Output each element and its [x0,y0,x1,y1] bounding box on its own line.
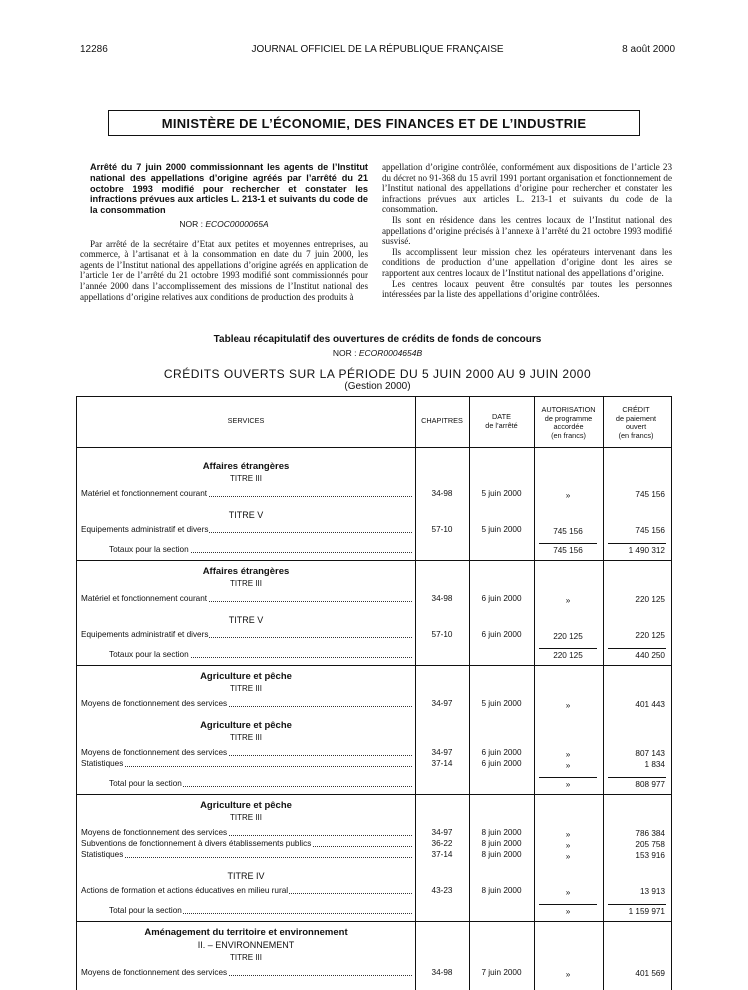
autorisation-cell: » [565,830,571,839]
service-label: Matériel et fonctionnement courant [81,594,208,603]
titre-label: TITRE III [230,813,262,822]
col-divider [534,397,535,990]
date-cell: 5 juin 2000 [481,525,522,534]
service-label: Moyens de fonctionnement des services [81,968,228,977]
credit-cell: 13 913 [639,887,665,896]
section-name: Affaires étrangères [202,461,290,472]
total-credit-cell: 808 977 [635,780,665,789]
leader-dots [81,766,412,767]
date-cell: 5 juin 2000 [481,489,522,498]
credit-cell: 205 758 [635,840,665,849]
total-label: Total pour la section [109,906,182,915]
chapitre-cell: 34-97 [431,828,453,837]
date-cell: 6 juin 2000 [481,748,522,757]
titre-label: TITRE III [230,474,262,483]
credits-table [76,396,672,990]
total-rule [539,777,597,778]
date-cell: 5 juin 2000 [481,699,522,708]
service-label: Actions de formation et actions éducatives en milieu rural [81,886,289,895]
nor-label: NOR : [179,218,203,229]
section-divider [77,560,671,561]
section-subtitle: II. – ENVIRONNEMENT [197,940,295,950]
credit-cell: 401 569 [635,969,665,978]
issue-date: 8 août 2000 [622,44,675,55]
ministry-title: MINISTÈRE DE L’ÉCONOMIE, DES FINANCES ET DE L’INDUSTRIE [161,115,587,131]
journal-title: JOURNAL OFFICIEL DE LA RÉPUBLIQUE FRANÇAISE [251,44,504,55]
service-label: Moyens de fonctionnement des services [81,699,228,708]
credit-cell: 153 916 [635,851,665,860]
total-row-label [109,905,412,916]
total-rule [608,648,666,649]
autorisation-cell: 220 125 [553,632,583,641]
autorisation-cell: » [565,750,571,759]
chapitre-cell: 34-97 [431,748,453,757]
table-row-service [81,849,412,860]
table-row-service [81,827,412,838]
nor-code: ECOC0000065A [205,218,269,229]
titre-label: TITRE III [230,953,262,962]
section-name: Agriculture et pêche [200,671,292,682]
credit-cell: 807 143 [635,749,665,758]
total-credit-cell: 1 159 971 [628,907,665,916]
service-label: Subventions de fonctionnement à divers établissements publics [81,839,312,848]
page-number: 12286 [80,44,108,55]
col-divider [415,397,416,990]
chapitre-cell: 34-97 [431,699,453,708]
table-row-service [81,747,412,758]
section-name: Agriculture et pêche [200,720,292,731]
total-rule [608,904,666,905]
arrete-paragraph-1: Par arrêté de la secrétaire d’Etat aux petites et moyennes entreprises, au commerce, à l’artisanat et à la consommation en date du 7 juin 2000, les agents de l’Institut national des appellations d’origine agréés en application de l’article 1er de l’arrêté du 21 octobre 1993 modifié sont commissionnés pour l’année 2000 dans l’accomplissement des missions de l’Institut national des appellations d’origine relatives aux conditions de production des produits à [80,238,368,302]
total-row-label [109,649,412,660]
service-label: Moyens de fonctionnement des services [81,748,228,757]
section-divider [77,794,671,795]
chapitre-cell: 34-98 [431,489,453,498]
section-name: Agriculture et pêche [200,800,292,811]
arrete-paragraph-2: appellation d’origine contrôlée, conformément aux dispositions de l’article 23 du décret no 91-368 du 15 avril 1991 portant organisation et fonctionnement de l’Institut national des appellations d’origine pour rechercher et constater les infractions prévues aux articles L. 213-1 et suivants du code de la consommation. [382,162,672,215]
arrete-nor [80,219,368,230]
table-row-service [81,758,412,769]
credit-cell: 745 156 [635,490,665,499]
chapitre-cell: 34-98 [431,968,453,977]
col-header-chapitres: CHAPITRES [421,416,463,425]
col-divider [603,397,604,990]
table-row-service [81,488,412,499]
titre-label: TITRE III [230,579,262,588]
total-row-label [109,778,412,789]
service-label: Matériel et fonctionnement courant [81,489,208,498]
table-row-service [81,967,412,978]
col-header-date: DATE de l’arrêté [485,412,518,430]
table-row-service [81,524,412,535]
total-label: Total pour la section [109,779,182,788]
credit-cell: 1 834 [644,760,665,769]
total-autorisation-cell: 220 125 [553,651,583,660]
table-row-service [81,885,412,896]
section-divider [77,665,671,666]
section-name: Affaires étrangères [202,566,290,577]
total-rule [539,543,597,544]
total-label: Totaux pour la section [109,650,189,659]
leader-dots [81,857,412,858]
titre-label: TITRE V [228,615,264,625]
arrete-left-column [80,162,368,302]
autorisation-cell: » [565,596,571,605]
header-divider [77,447,671,448]
date-cell: 8 juin 2000 [481,886,522,895]
credit-cell: 401 443 [635,700,665,709]
titre-label: TITRE III [230,733,262,742]
chapitre-cell: 43-23 [431,886,453,895]
autorisation-cell: » [565,701,571,710]
titre-label: TITRE III [230,684,262,693]
date-cell: 7 juin 2000 [481,968,522,977]
date-cell: 6 juin 2000 [481,759,522,768]
chapitre-cell: 57-10 [431,525,453,534]
col-divider [469,397,470,990]
table-row-service [81,629,412,640]
total-autorisation-cell: » [565,780,571,789]
col-header-credit: CRÉDIT de paiement ouvert (en francs) [615,405,657,440]
service-label: Equipements administratif et divers [81,525,209,534]
table-row-service [81,838,412,849]
chapitre-cell: 36-22 [431,839,453,848]
autorisation-cell: » [565,761,571,770]
tableau-nor-label: NOR : [332,348,357,358]
date-cell: 8 juin 2000 [481,850,522,859]
titre-label: TITRE V [228,510,264,520]
credit-cell: 745 156 [635,526,665,535]
date-cell: 6 juin 2000 [481,594,522,603]
date-cell: 8 juin 2000 [481,828,522,837]
service-label: Statistiques [81,759,124,768]
tableau-nor [80,348,675,358]
arrete-right-column [382,162,672,300]
col-header-services: SERVICES [227,416,265,425]
arrete-paragraph-3: Ils sont en résidence dans les centres locaux de l’Institut national des appellations d’origine précisés à l’annexe à l’arrêté du 21 octobre 1993 modifié susvisé. [382,214,672,247]
col-header-autorisation: AUTORISATION de programme accordée (en francs) [541,405,596,440]
arrete-paragraph-5: Les centres locaux peuvent être consultés par toutes les personnes intéressées par la liste des appellations d’origine contrôlées. [382,278,672,300]
arrete-title: Arrêté du 7 juin 2000 commissionnant les agents de l’Institut national des appellations d’origine agréés par l’arrêté du 21 octobre 1993 modifié pour rechercher et constater les infractions prévues aux articles L. 213-1 et suivants du code de la consommation [90,162,368,216]
tableau-subheading: (Gestion 2000) [344,381,411,392]
service-label: Statistiques [81,850,124,859]
total-credit-cell: 440 250 [635,651,665,660]
autorisation-cell: » [565,491,571,500]
total-autorisation-cell: » [565,907,571,916]
tableau-heading: CRÉDITS OUVERTS SUR LA PÉRIODE DU 5 JUIN 2000 AU 9 JUIN 2000 [163,367,592,381]
ministry-box [108,110,640,136]
service-label: Moyens de fonctionnement des services [81,828,228,837]
chapitre-cell: 37-14 [431,850,453,859]
page-header [80,44,675,60]
autorisation-cell: » [565,888,571,897]
total-label: Totaux pour la section [109,545,189,554]
total-rule [539,904,597,905]
chapitre-cell: 57-10 [431,630,453,639]
total-credit-cell: 1 490 312 [628,546,665,555]
total-rule [539,648,597,649]
credit-cell: 220 125 [635,595,665,604]
arrete-paragraph-4: Ils accomplissent leur mission chez les opérateurs intervenant dans les conditions de production d’une appellation d’origine dont les aires se rapportent aux centres locaux de l’Institut national des appellations d’origine. [382,246,672,278]
total-autorisation-cell: 745 156 [553,546,583,555]
credit-cell: 220 125 [635,631,665,640]
date-cell: 8 juin 2000 [481,839,522,848]
table-row-service [81,593,412,604]
total-row-label [109,544,412,555]
tableau-title: Tableau récapitulatif des ouvertures de crédits de fonds de concours [213,334,542,345]
section-name: Aménagement du territoire et environnement [144,927,348,938]
section-divider [77,921,671,922]
service-label: Equipements administratif et divers [81,630,209,639]
titre-label: TITRE IV [227,871,265,881]
table-row-service [81,698,412,709]
autorisation-cell: 745 156 [553,527,583,536]
chapitre-cell: 34-98 [431,594,453,603]
total-rule [608,543,666,544]
date-cell: 6 juin 2000 [481,630,522,639]
credit-cell: 786 384 [635,829,665,838]
total-rule [608,777,666,778]
chapitre-cell: 37-14 [431,759,453,768]
autorisation-cell: » [565,852,571,861]
autorisation-cell: » [565,841,571,850]
tableau-nor-code: ECOR0004654B [358,348,423,358]
autorisation-cell: » [565,970,571,979]
